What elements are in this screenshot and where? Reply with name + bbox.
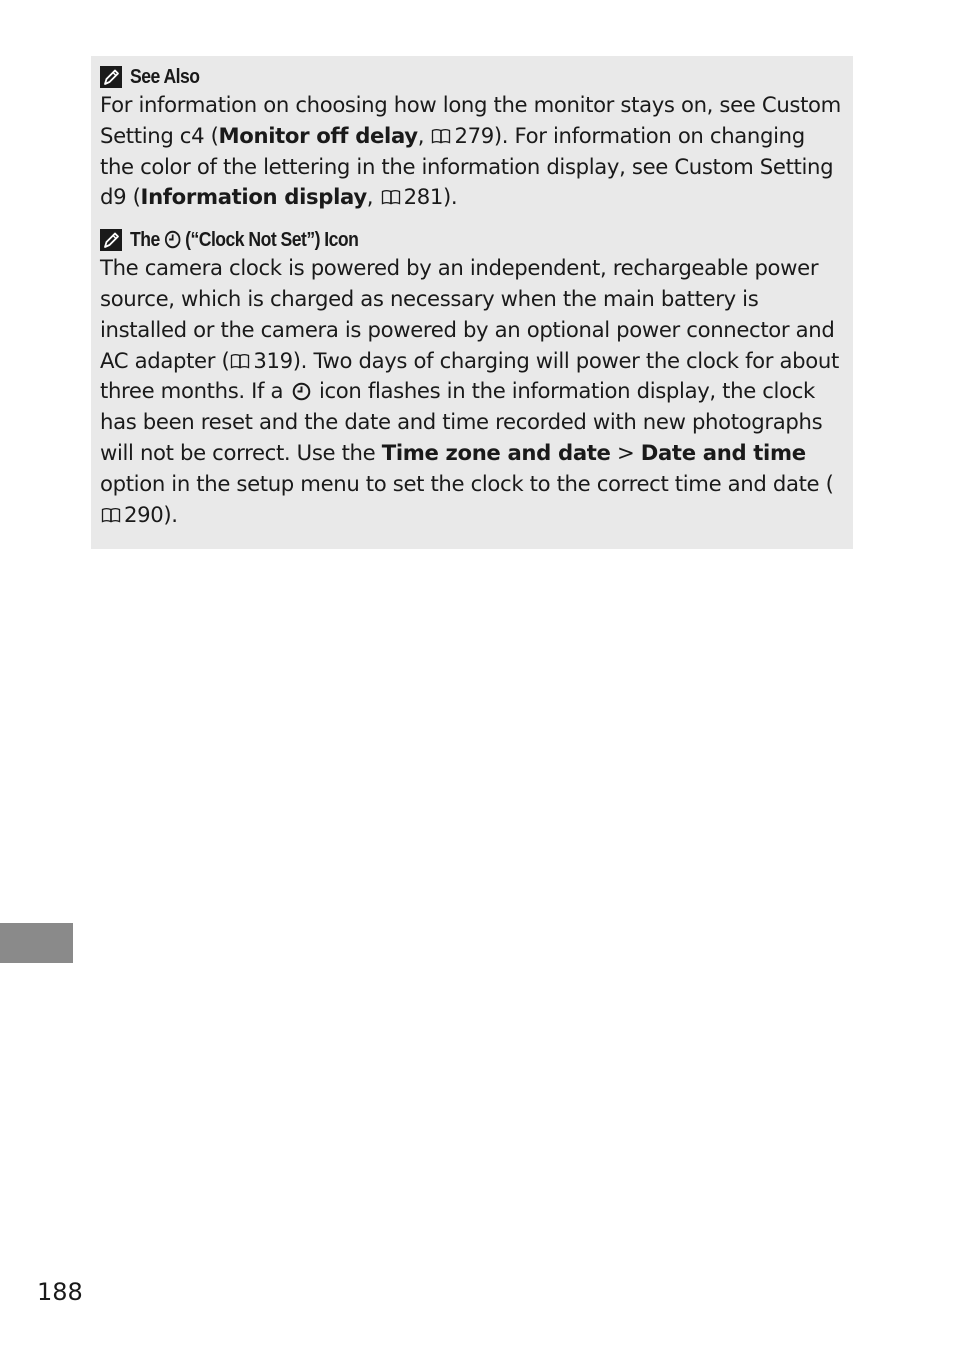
text-run: icon flashes in the information display, the clock has been reset and the date and time recorded with new photographs will not be correct. Use the bbox=[100, 378, 823, 465]
see-also-body bbox=[100, 90, 841, 213]
page-reference-icon bbox=[101, 501, 121, 517]
clock-not-set-heading bbox=[100, 227, 841, 253]
text-run: The bbox=[130, 228, 165, 251]
text-run: For information on choosing how long the monitor stays on, see Custom Setting c4 ( bbox=[100, 92, 841, 148]
page-reference-icon bbox=[431, 122, 451, 138]
text-run: (“Clock Not Set”) Icon bbox=[180, 228, 359, 251]
see-also-title: See Also bbox=[130, 65, 200, 88]
text-run: 281). bbox=[403, 184, 458, 210]
text-run: 290). bbox=[124, 501, 178, 527]
clock-not-set-title bbox=[130, 229, 358, 252]
see-also-section bbox=[100, 64, 841, 213]
text-run: The camera clock is powered by an independent, rechargeable power source, which is charged as necessary when the main battery is installed or the camera is powered by an optional power connector and AC adapter ( bbox=[100, 255, 835, 373]
text-run: 319). Two days of charging will power the clock for about three months. If a bbox=[100, 347, 839, 404]
menu-name-information-display: Information display bbox=[140, 184, 367, 210]
clock-icon bbox=[292, 379, 311, 398]
text-run: , bbox=[366, 184, 380, 210]
clock-not-set-section bbox=[100, 227, 841, 530]
text-run: option in the setup menu to set the clock to the correct time and date ( bbox=[100, 470, 834, 496]
pencil-note-icon bbox=[100, 66, 122, 88]
chapter-side-tab bbox=[0, 923, 73, 963]
page-reference-icon bbox=[381, 183, 401, 199]
menu-name-monitor-off-delay: Monitor off delay bbox=[218, 122, 418, 148]
note-box bbox=[91, 56, 853, 549]
page-number: 188 bbox=[37, 1278, 83, 1306]
pencil-note-icon bbox=[100, 229, 122, 251]
menu-name-time-zone-and-date: Time zone and date bbox=[381, 439, 611, 465]
clock-icon bbox=[164, 230, 181, 249]
text-run: > bbox=[610, 439, 641, 465]
menu-name-date-and-time: Date and time bbox=[640, 439, 806, 465]
text-run: , bbox=[417, 122, 431, 148]
text-run: 279). For information on changing the color of the lettering in the information display, see Custom Setting d9 ( bbox=[100, 122, 834, 210]
page-reference-icon bbox=[230, 347, 250, 363]
see-also-heading bbox=[100, 64, 841, 90]
clock-not-set-body bbox=[100, 253, 841, 530]
